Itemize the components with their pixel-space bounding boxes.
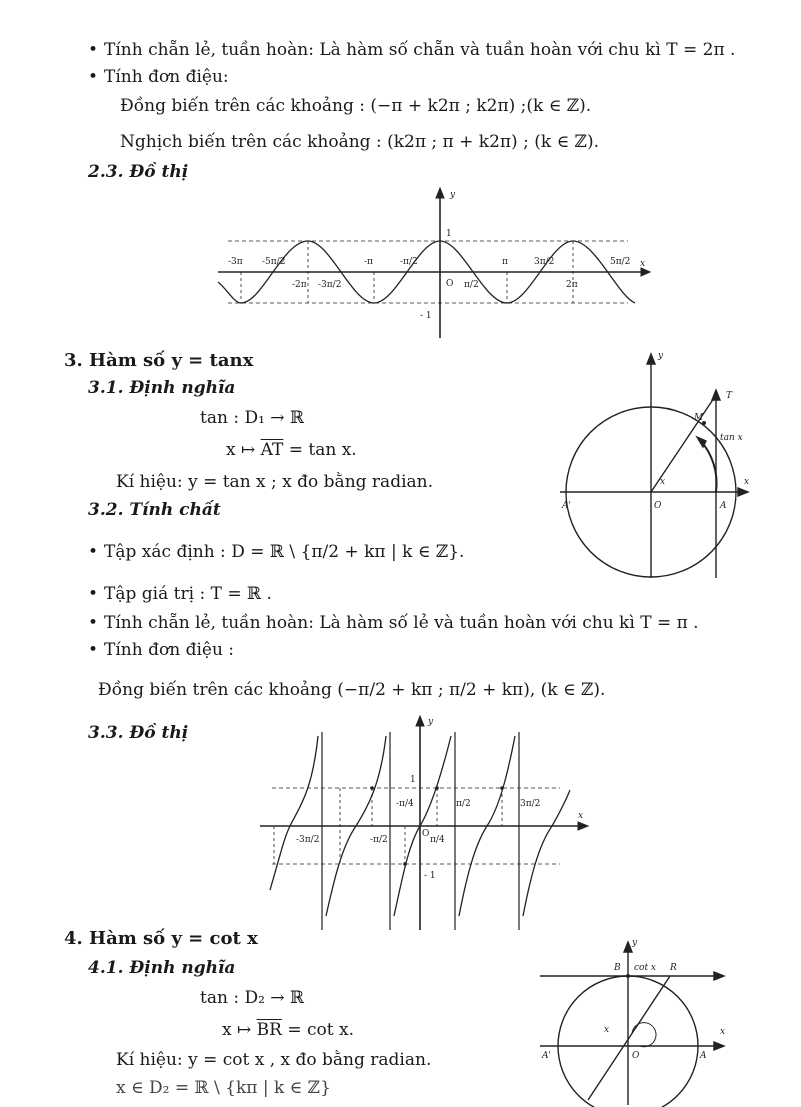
tan-parity: • Tính chẵn lẻ, tuần hoàn: Là hàm số lẻ và tuần hoàn với chu kì T = π . <box>88 613 699 633</box>
parity-cos: • Tính chẵn lẻ, tuần hoàn: Là hàm số chẵn và tuần hoàn với chu kì T = 2π . <box>88 40 735 60</box>
cos-tick-label: -π <box>364 257 373 267</box>
section-3-3-heading: 3.3. Đồ thị <box>88 723 189 743</box>
tan-circle-x-label: x <box>744 477 750 487</box>
cot-circle-angle-label: x <box>604 1025 610 1035</box>
cot-definition-mapping: tan : D₂ → ℝ <box>200 988 305 1008</box>
tan-tick-label: π/4 <box>430 835 445 845</box>
section-4-heading: 4. Hàm số y = cot x <box>64 928 258 949</box>
cos-tick-label: 2π <box>566 280 578 290</box>
cos-tick-label: 3π/2 <box>534 257 555 267</box>
tan-tick-label: -π/4 <box>396 799 414 809</box>
cos-tick-label: -2π <box>292 280 307 290</box>
cot-def-suffix: = cot x. <box>281 1020 354 1040</box>
cot-unit-circle <box>535 932 735 1107</box>
section-2-3-heading: 2.3. Đồ thị <box>88 162 189 182</box>
tan-circle-y-label: y <box>658 351 664 361</box>
cot-radius-line <box>588 976 670 1100</box>
tan-circle-angle-label: x <box>660 477 666 487</box>
tan-one-label: 1 <box>410 775 416 785</box>
cot-notation: Kí hiệu: y = cot x , x đo bằng radian. <box>116 1050 432 1070</box>
cot-def-vector: $\overline{BR}$ <box>256 1020 282 1040</box>
cos-tick-label: -3π/2 <box>318 280 342 290</box>
tan-definition-mapping: tan : D₁ → ℝ <box>200 408 305 428</box>
cos-tick-label: -π/2 <box>400 257 418 267</box>
cos-x-label: x <box>640 259 646 269</box>
cot-circle-A-label: A <box>700 1051 707 1061</box>
cos-tick-label: π/2 <box>464 280 479 290</box>
tan-domain: • Tập xác định : D = ℝ \ {π/2 + kπ | k ∈ ℤ}. <box>88 542 464 562</box>
cot-circle-B-label: B <box>614 963 621 973</box>
cot-circle-O-label: O <box>632 1051 640 1061</box>
tan-x-label: x <box>578 811 584 821</box>
cot-circle-y-label: y <box>632 938 638 948</box>
tan-def-vector: $\overline{AT}$ <box>260 440 284 460</box>
section-3-heading: 3. Hàm số y = tanx <box>64 350 254 371</box>
tan-circle-M-label: M <box>694 413 704 423</box>
tan-graph <box>255 712 595 934</box>
cos-tick-label: π <box>502 257 508 267</box>
cot-def-prefix: x ↦ <box>222 1020 257 1040</box>
section-3-1-heading: 3.1. Định nghĩa <box>88 378 236 398</box>
tan-circle-O-label: O <box>654 501 662 511</box>
tan-tick-label: -π/2 <box>370 835 388 845</box>
cos-y-label: y <box>450 190 456 200</box>
tan-origin-label: O <box>422 829 430 839</box>
cot-circle-R-label: R <box>670 963 677 973</box>
tan-def-prefix: x ↦ <box>226 440 261 460</box>
cot-circle-cot-label: cot x <box>634 963 657 973</box>
cot-domain: x ∈ D₂ = ℝ \ {kπ | k ∈ ℤ} <box>116 1078 331 1098</box>
tan-y-label: y <box>428 717 434 727</box>
tan-circle-tanx-label: tan x <box>720 433 743 443</box>
tan-circle-T-label: T <box>726 391 733 401</box>
cot-circle-A-prime-label: A' <box>542 1051 551 1061</box>
cos-tick-label: 5π/2 <box>610 257 631 267</box>
tan-monotonic-title: • Tính đơn điệu : <box>88 640 234 660</box>
cos-minus-one-label: - 1 <box>420 311 432 321</box>
section-4-1-heading: 4.1. Định nghĩa <box>88 958 236 978</box>
tan-tick-label: 3π/2 <box>520 799 541 809</box>
tan-def-suffix: = tan x. <box>283 440 357 460</box>
tan-tick-label: π/2 <box>456 799 471 809</box>
cos-tick-label: -5π/2 <box>262 257 286 267</box>
tan-tick-label: -3π/2 <box>296 835 320 845</box>
tan-circle-A-prime-label: A' <box>562 501 571 511</box>
cos-tick-label: -3π <box>228 257 243 267</box>
tan-increasing: Đồng biến trên các khoảng (−π/2 + kπ ; π/2 + kπ), (k ∈ ℤ). <box>98 680 606 700</box>
cos-one-label: 1 <box>446 229 452 239</box>
cot-circle-x-label: x <box>720 1027 726 1037</box>
decreasing-cos: Nghịch biến trên các khoảng : (k2π ; π + k2π) ; (k ∈ ℤ). <box>120 132 599 152</box>
tan-unit-circle <box>555 345 760 580</box>
tan-notation: Kí hiệu: y = tan x ; x đo bằng radian. <box>116 472 433 492</box>
cos-graph <box>210 185 660 340</box>
tan-circle-A-label: A <box>720 501 727 511</box>
section-3-2-heading: 3.2. Tính chất <box>88 500 221 520</box>
increasing-cos: Đồng biến trên các khoảng : (−π + k2π ; k2π) ;(k ∈ ℤ). <box>120 96 592 116</box>
cos-origin-label: O <box>446 279 454 289</box>
cot-definition-formula <box>222 1020 354 1040</box>
tan-minus-one-label: - 1 <box>424 871 436 881</box>
tan-range: • Tập giá trị : T = ℝ . <box>88 584 272 604</box>
monotonic-cos-title: • Tính đơn điệu: <box>88 67 229 87</box>
tan-definition-formula <box>226 440 357 460</box>
